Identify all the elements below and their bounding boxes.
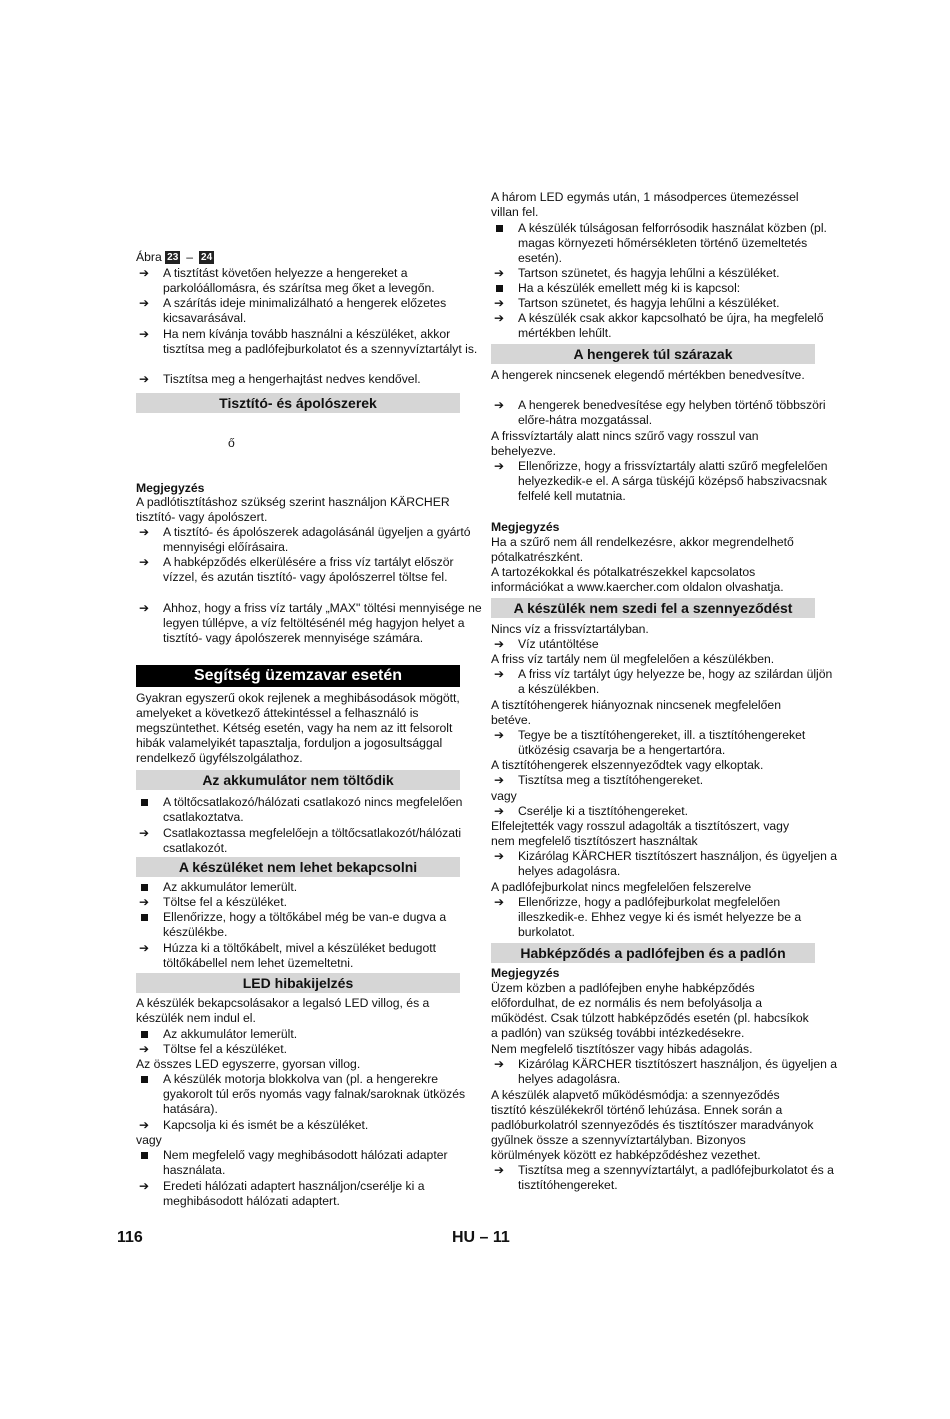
- item-text: Töltse fel a készüléket.: [163, 1042, 287, 1056]
- figure-reference: [136, 250, 460, 265]
- item-text: Víz utántöltése: [518, 637, 599, 651]
- item-text: Húzza ki a töltőkábelt, mivel a készüléket bedugott töltőkábellel nem lehet üzemeltetni.: [163, 941, 437, 971]
- paragraph: Elfelejtették vagy rosszul adagolták a tisztítószert, vagy nem megfelelő tisztítószert használtak: [491, 819, 790, 849]
- instruction-item: [491, 773, 842, 788]
- cause-item: [136, 1148, 487, 1178]
- instruction-item: [136, 525, 487, 555]
- section-heading: Az akkumulátor nem töltődik: [136, 770, 460, 790]
- item-text: A készülék túlságosan felforrósodik használat közben (pl. magas környezeti hőmérsékleten történő üzemeltetés esetén).: [518, 221, 827, 266]
- instruction-item: [136, 296, 487, 326]
- item-text: Kizárólag KÄRCHER tisztítószert használjon, és ügyeljen a helyes adagolásra.: [518, 849, 838, 879]
- paragraph: vagy: [136, 1133, 162, 1147]
- arrow-icon: [139, 525, 159, 540]
- paragraph: A friss víz tartály nem ül megfelelően a készülékben.: [491, 652, 775, 666]
- arrow-icon: [494, 459, 514, 474]
- arrow-icon: [494, 773, 514, 788]
- arrow-icon: [494, 398, 514, 413]
- instruction-item: [491, 728, 842, 758]
- paragraph: A frissvíztartály alatt nincs szűrő vagy rosszul van behelyezve.: [491, 429, 759, 459]
- instruction-item: [136, 555, 487, 585]
- note-label: Megjegyzés: [136, 481, 205, 495]
- figure-number-badge: 23: [167, 252, 179, 263]
- paragraph: Ha a szűrő nem áll rendelkezésre, akkor megrendelhető pótalkatrészként.: [491, 535, 794, 565]
- paragraph: A tartozékokkal és pótalkatrészekkel kapcsolatos információkat a www.kaercher.com oldalon olvashatja.: [491, 565, 784, 595]
- item-text: A hengerek benedvesítése egy helyben történő többszöri előre-hátra mozgatással.: [518, 398, 826, 428]
- instruction-item: [491, 1057, 842, 1087]
- arrow-icon: [494, 667, 514, 682]
- arrow-icon: [494, 728, 514, 743]
- stray-character: ő: [228, 436, 235, 450]
- item-text: Tisztítsa meg a szennyvíztartályt, a padlófejburkolatot és a tisztítóhengereket.: [518, 1163, 834, 1193]
- paragraph: A hengerek nincsenek elegendő mértékben benedvesítve.: [491, 368, 805, 382]
- arrow-icon: [494, 266, 514, 281]
- paragraph: Üzem közben a padlófejben enyhe habképződés előfordulhat, de ez normális és nem befolyásolja a működést. Csak túlzott habképződés esetén (pl. habcsíkok a padlón) van szükség további intézkedésekre.: [491, 981, 809, 1041]
- paragraph: Gyakran egyszerű okok rejlenek a meghibásodások mögött, amelyeket a következő áttekintéssel a felhasználó is megszüntethet. Kétség esetén, vagy ha nem az itt felsorolt hibák valamelyikét tapasztalja, forduljon a jogosultsággal rendelkező ügyfélszolgálathoz.: [136, 691, 460, 766]
- chapter-heading: Segítség üzemzavar esetén: [136, 665, 460, 687]
- instruction-item: [136, 826, 487, 856]
- arrow-icon: [494, 1163, 514, 1178]
- instruction-item: [491, 895, 842, 940]
- arrow-icon: [139, 327, 159, 342]
- item-text: A készülék csak akkor kapcsolható be újra, ha megfelelő mértékben lehűlt.: [518, 311, 824, 341]
- figure-range-dash: –: [186, 250, 194, 264]
- cause-item: [136, 795, 487, 825]
- arrow-icon: [494, 1057, 514, 1072]
- instruction-item: [491, 296, 842, 311]
- item-text: Ahhoz, hogy a friss víz tartály „MAX" töltési mennyisége ne legyen túllépve, a víz feltöltésénél még hagyjon helyet a tisztító- vagy ápolószerek mennyisége számára.: [163, 601, 482, 646]
- item-text: Tegye be a tisztítóhengereket, ill. a tisztítóhengereket ütközésig csavarja be a hengertartóra.: [518, 728, 806, 758]
- instruction-item: [136, 372, 487, 387]
- item-text: A friss víz tartályt úgy helyezze be, hogy az szilárdan üljön a készülékben.: [518, 667, 833, 697]
- paragraph: A padlófejburkolat nincs megfelelően felszerelve: [491, 880, 752, 894]
- instruction-item: [491, 311, 842, 341]
- figure-number-badge: 24: [201, 252, 213, 263]
- paragraph: A tisztítóhengerek hiányoznak nincsenek megfelelően betéve.: [491, 698, 781, 728]
- cause-item: [136, 910, 487, 940]
- figure-label: Ábra: [136, 250, 162, 264]
- instruction-item: [491, 804, 842, 819]
- item-text: Ellenőrizze, hogy a töltőkábel még be van-e dugva a készülékbe.: [163, 910, 447, 940]
- item-text: A habképződés elkerülésére a friss víz tartályt először vízzel, és azután tisztító- vagy ápolószerrel töltse fel.: [163, 555, 454, 585]
- arrow-icon: [494, 311, 514, 326]
- item-text: Ellenőrizze, hogy a padlófejburkolat megfelelően illeszkedik-e. Ehhez vegye ki és ismét helyezze be a burkolatot.: [518, 895, 802, 940]
- paragraph: A padlótisztításhoz szükség szerint használjon KÄRCHER tisztító- vagy ápolószert.: [136, 495, 450, 525]
- paragraph: A három LED egymás után, 1 másodperces ütemezéssel villan fel.: [491, 190, 799, 220]
- item-text: A tisztítást követően helyezze a hengereket a parkolóállomásra, és szárítsa meg őket a levegőn.: [163, 266, 435, 296]
- item-text: Töltse fel a készüléket.: [163, 895, 287, 909]
- item-text: A töltőcsatlakozó/hálózati csatlakozó nincs megfelelően csatlakoztatva.: [163, 795, 463, 825]
- paragraph: Az összes LED egyszerre, gyorsan villog.: [136, 1057, 361, 1071]
- section-heading: Tisztító- és ápolószerek: [136, 393, 460, 413]
- item-text: Kizárólag KÄRCHER tisztítószert használjon, és ügyeljen a helyes adagolásra.: [518, 1057, 838, 1087]
- item-text: Az akkumulátor lemerült.: [163, 1027, 298, 1041]
- arrow-icon: [139, 296, 159, 311]
- item-text: Nem megfelelő vagy meghibásodott hálózati adapter használata.: [163, 1148, 448, 1178]
- paragraph: A készülék bekapcsolásakor a legalsó LED villog, és a készülék nem indul el.: [136, 996, 430, 1026]
- item-text: Ha nem kívánja tovább használni a készüléket, akkor tisztítsa meg a padlófejburkolatot és a szennyvíztartályt is.: [163, 327, 478, 357]
- item-text: Tisztítsa meg a hengerhajtást nedves kendővel.: [163, 372, 421, 386]
- item-text: Tartson szünetet, és hagyja lehűlni a készüléket.: [518, 296, 780, 310]
- arrow-icon: [494, 637, 514, 652]
- item-text: A szárítás ideje minimalizálható a hengerek előzetes kicsavarásával.: [163, 296, 447, 326]
- note-label: Megjegyzés: [491, 520, 560, 534]
- cause-item: [136, 1027, 487, 1042]
- item-text: Tisztítsa meg a tisztítóhengereket.: [518, 773, 704, 787]
- item-text: Csatlakoztassa megfelelőejn a töltőcsatlakozót/hálózati csatlakozót.: [163, 826, 462, 856]
- instruction-item: [491, 849, 842, 879]
- arrow-icon: [139, 601, 159, 616]
- instruction-item: [136, 327, 487, 357]
- instruction-item: [136, 601, 487, 646]
- section-heading: A hengerek túl szárazak: [491, 344, 815, 364]
- section-heading: LED hibakijelzés: [136, 973, 460, 993]
- page-number: 116: [117, 1229, 143, 1246]
- item-text: Ha a készülék emellett még ki is kapcsol:: [518, 281, 741, 295]
- arrow-icon: [139, 266, 159, 281]
- paragraph: Nem megfelelő tisztítószer vagy hibás adagolás.: [491, 1042, 753, 1056]
- instruction-item: [491, 637, 842, 652]
- item-text: Tartson szünetet, és hagyja lehűlni a készüléket.: [518, 266, 780, 280]
- item-text: Ellenőrizze, hogy a frissvíztartály alatti szűrő megfelelően helyezkedik-e el. A sárga tüskéjű középső habszivacsnak felfelé kell mutatnia.: [518, 459, 828, 504]
- arrow-icon: [494, 849, 514, 864]
- item-text: A tisztító- és ápolószerek adagolásánál ügyeljen a gyártó mennyiségi előírásaira.: [163, 525, 471, 555]
- item-text: Kapcsolja ki és ismét be a készüléket.: [163, 1118, 369, 1132]
- arrow-icon: [494, 895, 514, 910]
- arrow-icon: [139, 1179, 159, 1194]
- instruction-item: [491, 266, 842, 281]
- paragraph: vagy: [491, 789, 517, 803]
- cause-item: [136, 1072, 487, 1117]
- instruction-item: [136, 1118, 487, 1133]
- arrow-icon: [139, 941, 159, 956]
- note-label: Megjegyzés: [491, 966, 560, 980]
- instruction-item: [491, 1163, 842, 1193]
- instruction-item: [136, 941, 487, 971]
- paragraph: A tisztítóhengerek elszennyeződtek vagy elkoptak.: [491, 758, 764, 772]
- paragraph: A készülék alapvető működésmódja: a szennyeződés tisztító készülékekről történő lehúzása. Ennek során a padlóburkolatról szennyeződés és tisztítószer maradványok gyűlnek össze a szennyvíztartályban. Bizonyos körülmények között ez habképződéshez vezethet.: [491, 1088, 814, 1163]
- page-code: HU – 11: [452, 1229, 510, 1246]
- arrow-icon: [139, 372, 159, 387]
- cause-item: [491, 281, 842, 296]
- instruction-item: [136, 1042, 487, 1057]
- section-heading: Habképződés a padlófejben és a padlón: [491, 943, 815, 963]
- section-heading: A készülék nem szedi fel a szennyeződést: [491, 598, 815, 618]
- arrow-icon: [494, 804, 514, 819]
- item-text: Az akkumulátor lemerült.: [163, 880, 298, 894]
- instruction-item: [136, 266, 487, 296]
- arrow-icon: [139, 1118, 159, 1133]
- arrow-icon: [139, 555, 159, 570]
- item-text: A készülék motorja blokkolva van (pl. a hengerekre gyakorolt túl erős nyomás vagy falnak/saroknak ütközés hatására).: [163, 1072, 466, 1117]
- cause-item: [136, 880, 487, 895]
- arrow-icon: [139, 826, 159, 841]
- instruction-item: [491, 459, 842, 504]
- arrow-icon: [494, 296, 514, 311]
- cause-item: [491, 221, 842, 266]
- section-heading: A készüléket nem lehet bekapcsolni: [136, 857, 460, 877]
- paragraph: Nincs víz a frissvíztartályban.: [491, 622, 649, 636]
- arrow-icon: [139, 1042, 159, 1057]
- item-text: Cserélje ki a tisztítóhengereket.: [518, 804, 689, 818]
- instruction-item: [491, 398, 842, 428]
- instruction-item: [136, 1179, 487, 1209]
- instruction-item: [491, 667, 842, 697]
- item-text: Eredeti hálózati adaptert használjon/cserélje ki a meghibásodott hálózati adaptert.: [163, 1179, 425, 1209]
- instruction-item: [136, 895, 487, 910]
- arrow-icon: [139, 895, 159, 910]
